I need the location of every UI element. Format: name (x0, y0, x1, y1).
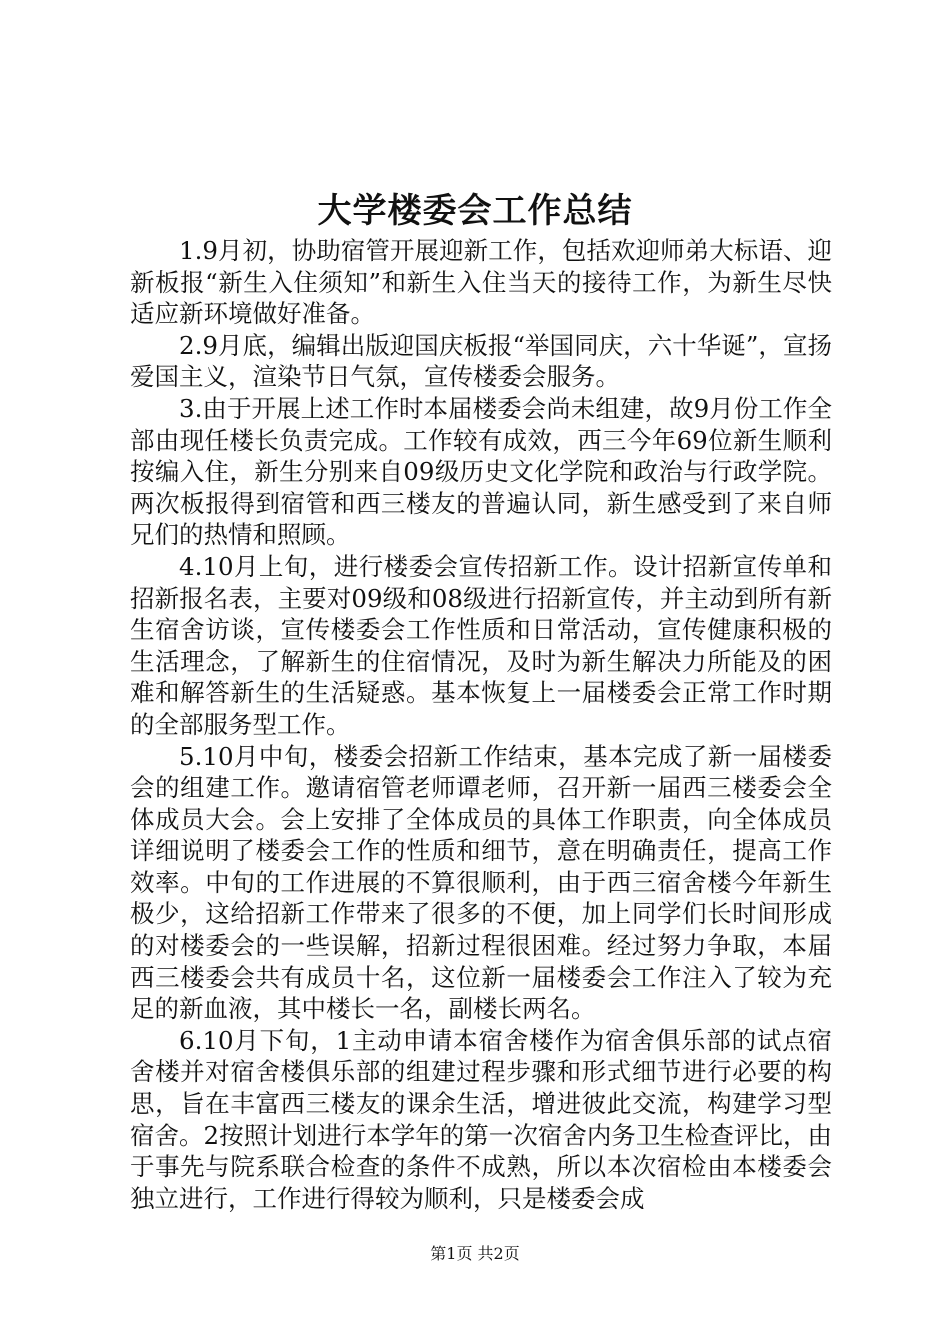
page-number-footer: 第1页 共2页 (430, 1244, 520, 1263)
paragraph-3: 3.由于开展上述工作时本届楼委会尚未组建，故9月份工作全部由现任楼长负责完成。工作较有成效，西三今年69位新生顺利按编入住，新生分别来自09级历史文化学院和政治与行政学院。两次板报得到宿管和西三楼友的普遍认同，新生感受到了来自师兄们的热情和照顾。 (130, 393, 832, 550)
paragraph-1: 1.9月初，协助宿管开展迎新工作，包括欢迎师弟大标语、迎新板报“新生入住须知”和新生入住当天的接待工作，为新生尽快适应新环境做好准备。 (130, 236, 832, 329)
paragraph-5: 5.10月中旬，楼委会招新工作结束，基本完成了新一届楼委会的组建工作。邀请宿管老师谭老师，召开新一届西三楼委会全体成员大会。会上安排了全体成员的具体工作职责，向全体成员详细说明了楼委会工作的性质和细节，意在明确责任，提高工作效率。中旬的工作进展的不算很顺利，由于西三宿舍楼今年新生极少，这给招新工作带来了很多的不便，加上同学们长时间形成的对楼委会的一些误解，招新过程很困难。经过努力争取，本届西三楼委会共有成员十名，这位新一届楼委会工作注入了较为充足的新血液，其中楼长一名，副楼长两名。 (130, 741, 832, 1024)
document-body (130, 235, 832, 1214)
paragraph-6: 6.10月下旬，1主动申请本宿舍楼作为宿舍俱乐部的试点宿舍楼并对宿舍楼俱乐部的组建过程步骤和形式细节进行必要的构思，旨在丰富西三楼友的课余生活，增进彼此交流，构建学习型宿舍。2按照计划进行本学年的第一次宿舍内务卫生检查评比，由于事先与院系联合检查的条件不成熟，所以本次宿检由本楼委会独立进行，工作进行得较为顺利，只是楼委会成 (130, 1025, 832, 1213)
paragraph-4: 4.10月上旬，进行楼委会宣传招新工作。设计招新宣传单和招新报名表，主要对09级和08级进行招新宣传，并主动到所有新生宿舍访谈，宣传楼委会工作性质和日常活动，宣传健康积极的生活理念，了解新生的住宿情况，及时为新生解决力所能及的困难和解答新生的生活疑惑。基本恢复上一届楼委会正常工作时期的全部服务型工作。 (130, 551, 832, 739)
paragraph-2: 2.9月底，编辑出版迎国庆板报“举国同庆，六十华诞”，宣扬爱国主义，渲染节日气氛，宣传楼委会服务。 (130, 330, 832, 392)
document-title: 大学楼委会工作总结 (317, 191, 633, 231)
